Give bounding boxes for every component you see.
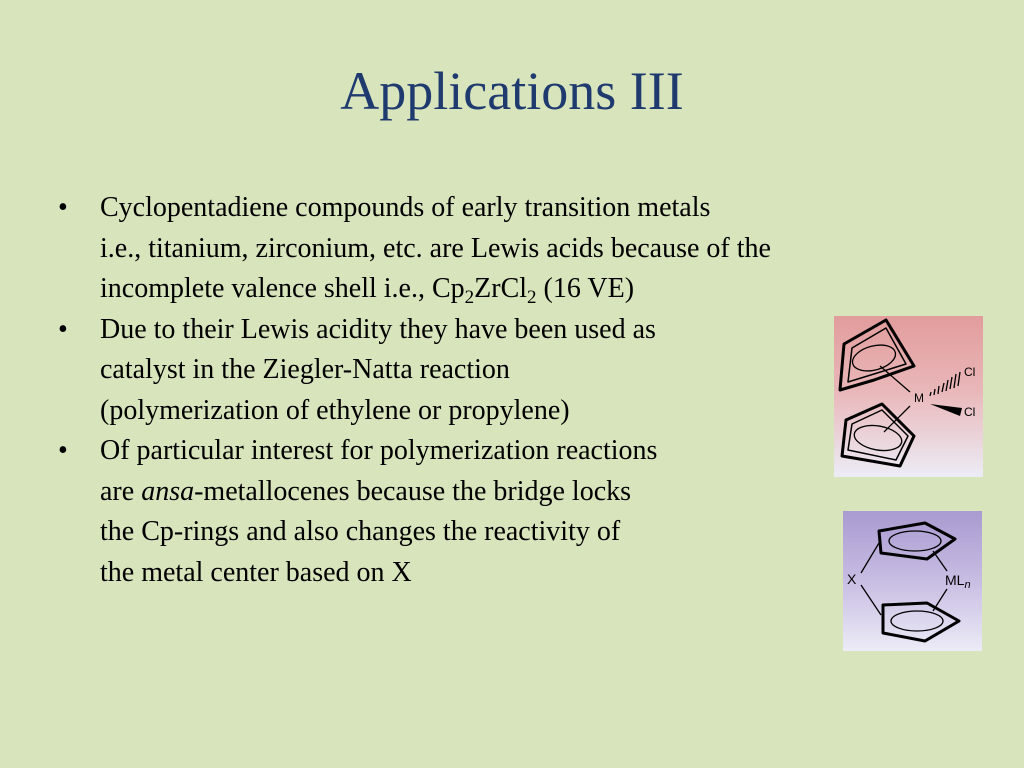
- bullet-line: Of particular interest for polymerization reactions: [100, 435, 658, 466]
- bullet-line: [100, 269, 928, 310]
- bridge-label: X: [847, 571, 857, 587]
- metal-label: M: [914, 391, 924, 405]
- bullet-marker: •: [58, 313, 68, 345]
- line-text: (16 VE): [536, 273, 635, 304]
- bullet-line: [100, 472, 928, 513]
- bullet-line: the Cp-rings and also changes the reactivity of: [100, 516, 621, 547]
- bullet-item: [58, 431, 928, 593]
- ansa-metallocene-structure-drawing: [843, 511, 982, 651]
- metal-ligand-label: [945, 572, 971, 591]
- ansa-metallocene-figure: [843, 511, 982, 651]
- bullet-item: [58, 310, 928, 432]
- bullet-line: catalyst in the Ziegler-Natta reaction: [100, 354, 510, 385]
- line-text: incomplete valence shell i.e., Cp: [100, 273, 465, 304]
- bullet-line: Due to their Lewis acidity they have been used as: [100, 313, 656, 345]
- line-text: -metallocenes because the bridge locks: [194, 475, 632, 507]
- chloride-label: Cl: [964, 405, 976, 419]
- bullet-item: [58, 188, 928, 310]
- italic-term: ansa: [141, 475, 195, 507]
- metallocene-dichloride-figure: [834, 316, 983, 477]
- metal-ligand-text: ML: [945, 572, 965, 588]
- bullet-marker: •: [58, 192, 68, 223]
- bullet-line: Cyclopentadiene compounds of early transition metals: [100, 192, 711, 223]
- bullet-line: the metal center based on X: [100, 556, 412, 588]
- subscript: 2: [464, 287, 475, 308]
- metallocene-structure-drawing: [834, 316, 983, 477]
- subscript: 2: [527, 287, 537, 308]
- bullet-marker: •: [58, 435, 68, 466]
- metal-ligand-subscript: n: [964, 579, 971, 591]
- line-text: ZrCl: [474, 273, 528, 304]
- chloride-label: Cl: [964, 365, 976, 379]
- slide-title: Applications III: [340, 61, 684, 121]
- line-text: are: [100, 475, 142, 507]
- bullet-list: [58, 188, 928, 593]
- bullet-line: i.e., titanium, zirconium, etc. are Lewis acids because of the: [100, 232, 771, 264]
- bullet-line: (polymerization of ethylene or propylene): [100, 394, 570, 426]
